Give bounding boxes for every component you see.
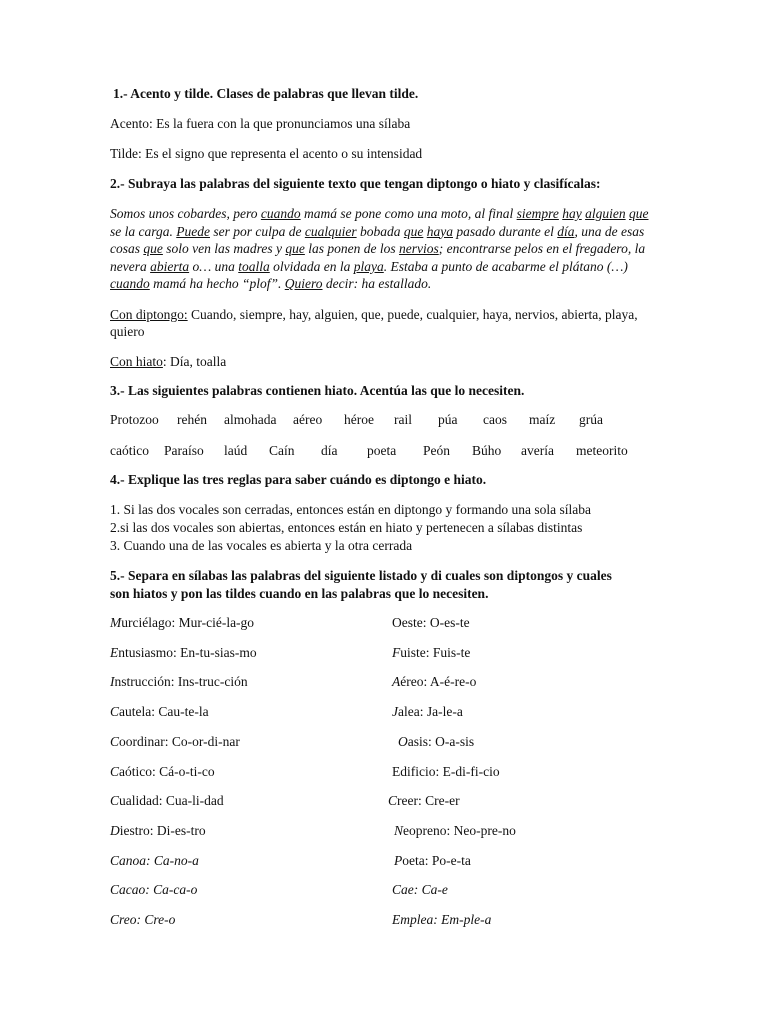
underlined-word: abierta	[150, 258, 190, 274]
hiato-word: rail	[394, 412, 412, 427]
section-5-title-line: son hiatos y pon las tildes cuando en las palabras que lo necesiten.	[110, 586, 489, 601]
word-entry-right	[394, 823, 516, 839]
word-entry-right	[392, 704, 463, 720]
syllable-division: : Ja-le-a	[419, 704, 463, 719]
con-hiato-answer	[110, 354, 226, 370]
word-text: ntusiasmo	[118, 645, 174, 660]
word-entry-left	[110, 764, 215, 780]
word-initial: E	[110, 645, 119, 660]
hiato-word: maíz	[529, 412, 556, 427]
syllable-division: : Po-e-ta	[424, 853, 471, 868]
tilde-definition: Tilde: Es el signo que representa el acento o su intensidad	[110, 146, 423, 161]
underlined-word: playa	[353, 258, 384, 274]
word-initial: J	[392, 704, 398, 719]
paragraph-text: bobada	[356, 223, 404, 239]
word-entry-right	[392, 615, 470, 631]
word-initial: D	[110, 823, 120, 838]
paragraph-text: las ponen de los	[304, 241, 399, 257]
word-entry-right	[388, 793, 460, 809]
word-initial: C	[110, 764, 120, 779]
hiato-words-row-2	[110, 443, 650, 461]
hiato-word: héroe	[344, 412, 374, 427]
rule-item: 1. Si las dos vocales son cerradas, entonces están en diptongo y formando una sola sílaba	[110, 502, 592, 517]
underlined-word: siempre	[516, 206, 559, 221]
word-entry-left	[110, 615, 254, 631]
word-text: asis	[407, 734, 428, 749]
word-entry-left	[110, 645, 257, 661]
paragraph-text: solo ven las madres y	[162, 241, 286, 257]
underlined-word: que	[143, 241, 163, 257]
section-3-title: 3.- Las siguientes palabras contienen hiato. Acentúa las que lo necesiten.	[110, 383, 525, 398]
word-entry-right	[398, 734, 474, 750]
syllable-division: : A-é-re-o	[423, 674, 477, 689]
word-text: aótico	[119, 764, 153, 779]
hiato-words-row-1	[110, 412, 650, 430]
hiato-word: Búho	[472, 443, 502, 458]
hiato-word: caos	[483, 412, 507, 427]
underlined-word: que	[285, 241, 305, 257]
syllable-division: : Cau-te-la	[151, 704, 209, 719]
word-entry-text: Cae: Ca-e	[392, 882, 448, 897]
word-entry-left	[110, 882, 197, 898]
section-4-title: 4.- Explique las tres reglas para saber cuándo es diptongo e hiato.	[110, 472, 487, 487]
underlined-word: toalla	[238, 258, 270, 274]
hiato-word: aéreo	[293, 412, 323, 427]
word-entry-left	[110, 912, 175, 928]
syllable-division: : En-tu-sias-mo	[173, 645, 257, 660]
word-initial: N	[394, 823, 404, 838]
paragraph-text: se la carga.	[110, 223, 177, 239]
hiato-word: laúd	[224, 443, 248, 458]
hiato-word: día	[321, 443, 338, 458]
paragraph-text: mamá se pone como una moto, al final	[300, 206, 517, 221]
word-text: alea	[398, 704, 420, 719]
word-text: nstrucción	[114, 674, 171, 689]
hiato-word: rehén	[177, 412, 207, 427]
hiato-word: púa	[438, 412, 458, 427]
syllable-division: : O-es-te	[422, 615, 470, 630]
underlined-word: que	[628, 206, 649, 221]
syllable-division: : Cre-er	[418, 793, 460, 808]
word-text: ualidad	[119, 793, 159, 808]
word-entry-left	[110, 674, 248, 690]
hiato-word: almohada	[224, 412, 277, 427]
syllable-division: : Neo-pre-no	[446, 823, 516, 838]
word-entry-right	[392, 764, 500, 780]
paragraph-text: , una de esas cosas	[110, 223, 645, 257]
paragraph-text: decir: ha estallado.	[322, 276, 432, 292]
paragraph-text: ; encontrarse pelos en el fregadero, la nevera	[110, 241, 646, 274]
word-initial: M	[110, 615, 122, 630]
hiato-word: Paraíso	[164, 443, 204, 458]
exercise-text-paragraph	[110, 205, 650, 293]
word-entry-right	[392, 882, 448, 898]
word-entry-text: Creo: Cre-o	[110, 912, 176, 927]
word-initial: O	[398, 734, 408, 749]
word-initial: I	[110, 674, 115, 689]
word-initial: C	[110, 704, 120, 719]
word-initial: A	[392, 674, 401, 689]
hiato-word: grúa	[579, 412, 603, 427]
word-initial: C	[110, 734, 120, 749]
word-initial: C	[388, 793, 398, 808]
word-text: uiste	[400, 645, 426, 660]
hiato-word: avería	[521, 443, 554, 458]
underlined-word: Quiero	[284, 276, 323, 292]
word-entry-right	[392, 645, 470, 661]
word-text: iestro	[119, 823, 150, 838]
con-diptongo-answer	[110, 306, 650, 340]
word-initial: P	[394, 853, 403, 868]
word-text: urciélago	[121, 615, 172, 630]
section-5-title	[110, 567, 612, 603]
underlined-word: hay	[562, 206, 582, 221]
hiato-word: poeta	[367, 443, 397, 458]
underlined-word: cuando	[110, 276, 150, 292]
word-text: éreo	[400, 674, 424, 689]
con-hiato-label: Con hiato	[110, 354, 163, 369]
con-hiato-value: : Día, toalla	[162, 354, 227, 369]
section-1-title: 1.- Acento y tilde. Clases de palabras que llevan tilde.	[113, 86, 419, 101]
underlined-word: haya	[426, 223, 453, 239]
syllable-division: : Ins-truc-ción	[170, 674, 248, 689]
word-entry-left	[110, 823, 206, 839]
hiato-word: Protozoo	[110, 412, 159, 427]
syllable-division: : O-a-sis	[428, 734, 475, 749]
word-text: oordinar	[119, 734, 165, 749]
syllable-division: : E-di-fi-cio	[435, 764, 500, 779]
paragraph-text: olvidada en la	[269, 258, 354, 274]
underlined-word: cuando	[260, 206, 301, 221]
underlined-word: que	[403, 223, 424, 239]
syllable-division: : Cá-o-ti-co	[152, 764, 215, 779]
rule-item: 3. Cuando una de las vocales es abierta y la otra cerrada	[110, 538, 413, 553]
word-text: reer	[397, 793, 418, 808]
word-entry-text: Cacao: Ca-ca-o	[110, 882, 198, 897]
acento-definition: Acento: Es la fuera con la que pronunciamos una sílaba	[110, 116, 411, 131]
paragraph-text: mamá ha hecho “plof”.	[149, 276, 285, 292]
con-diptongo-value: Cuando, siempre, hay, alguien, que, puede, cualquier, haya, nervios, abierta, playa, quiero	[110, 307, 638, 339]
section-5-title-line: 5.- Separa en sílabas las palabras del siguiente listado y di cuales son diptongos y cuales	[110, 568, 612, 583]
syllable-division: : Di-es-tro	[149, 823, 206, 838]
word-entry-text: Canoa: Ca-no-a	[110, 853, 199, 868]
paragraph-text: o… una	[189, 258, 239, 274]
underlined-word: alguien	[585, 206, 626, 221]
word-entry-left	[110, 793, 224, 809]
word-text: autela	[119, 704, 152, 719]
hiato-word: Caín	[269, 443, 295, 458]
hiato-word: Peón	[423, 443, 450, 458]
word-text: Edificio	[392, 764, 436, 779]
word-entry-text: Emplea: Em-ple-a	[392, 912, 492, 927]
word-entry-right	[392, 674, 476, 690]
word-text: Oeste	[392, 615, 423, 630]
paragraph-text: pasado durante el	[452, 223, 558, 239]
word-text: oeta	[402, 853, 425, 868]
word-entry-left	[110, 853, 199, 869]
syllable-division: : Fuis-te	[425, 645, 471, 660]
section-2-title: 2.- Subraya las palabras del siguiente texto que tengan diptongo o hiato y clasifícalas:	[110, 176, 601, 191]
word-entry-right	[392, 912, 491, 928]
word-initial: C	[110, 793, 120, 808]
underlined-word: cualquier	[304, 223, 357, 239]
underlined-word: nervios	[398, 241, 439, 257]
syllable-division: : Cua-li-dad	[158, 793, 224, 808]
paragraph-text: . Estaba a punto de acabarme el plátano (…)	[383, 258, 628, 274]
con-diptongo-label: Con diptongo:	[110, 307, 188, 322]
paragraph-text: ser por culpa de	[209, 223, 305, 239]
syllable-division: : Co-or-di-nar	[164, 734, 240, 749]
word-entry-left	[110, 734, 240, 750]
underlined-word: día	[557, 223, 575, 239]
word-initial: F	[392, 645, 401, 660]
underlined-word: Puede	[176, 223, 210, 239]
rule-item: 2.si las dos vocales son abiertas, entonces están en hiato y pertenecen a sílabas distintas	[110, 520, 583, 535]
rules-list	[110, 501, 591, 555]
hiato-word: meteorito	[576, 443, 628, 458]
syllable-division: : Mur-cié-la-go	[171, 615, 255, 630]
word-entry-right	[394, 853, 471, 869]
paragraph-text: Somos unos cobardes, pero	[110, 206, 261, 221]
word-entry-left	[110, 704, 209, 720]
hiato-word: caótico	[110, 443, 149, 458]
word-text: eopreno	[403, 823, 447, 838]
